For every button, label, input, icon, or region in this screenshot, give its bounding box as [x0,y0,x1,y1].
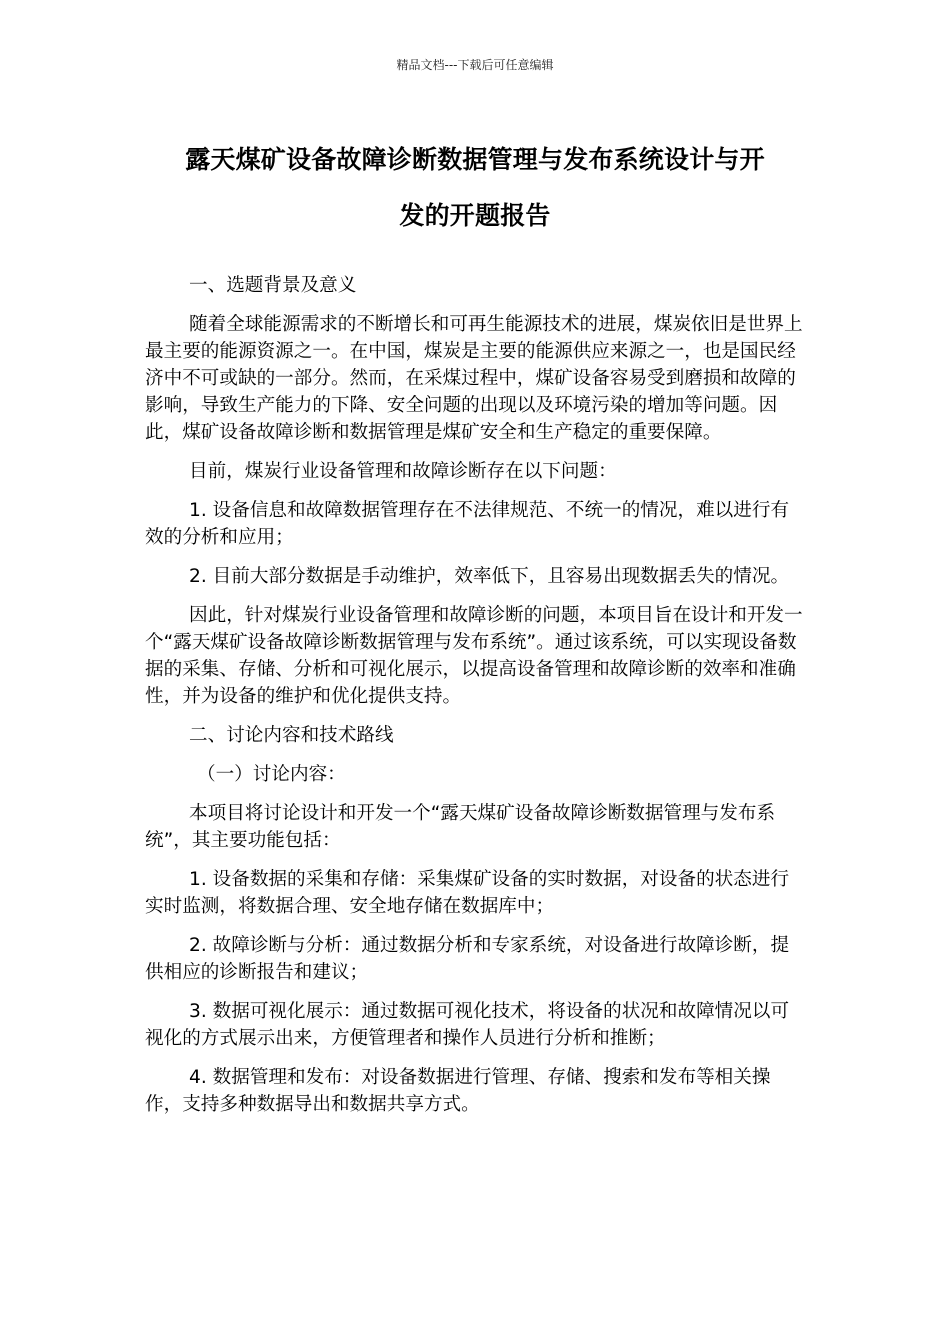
document-title [140,132,810,244]
list-item: 2. 目前大部分数据是手动维护，效率低下，且容易出现数据丢失的情况。 [189,566,790,587]
list-item: 3. 数据可视化展示：通过数据可视化技术，将设备的状况和故障情况以可视化的方式展示出来，方便管理者和操作人员进行分析和推断； [145,1001,790,1049]
list-item: 4. 数据管理和发布：对设备数据进行管理、存储、搜索和发布等相关操作，支持多种数据导出和数据共享方式。 [145,1067,771,1115]
document-body [145,272,805,1130]
title-line-2: 发的开题报告 [399,201,551,230]
list-item: 1. 设备信息和故障数据管理存在不法律规范、不统一的情况，难以进行有效的分析和应用； [145,500,790,548]
paragraph: 随着全球能源需求的不断增长和可再生能源技术的进展，煤炭依旧是世界上最主要的能源资源之一。在中国，煤炭是主要的能源供应来源之一，也是国民经济中不可或缺的一部分。然而，在采煤过程中，煤矿设备容易受到磨损和故障的影响，导致生产能力的下降、安全问题的出现以及环境污染的增加等问题。因此，煤矿设备故障诊断和数据管理是煤矿安全和生产稳定的重要保障。 [145,314,803,443]
list-item: 1. 设备数据的采集和存储：采集煤矿设备的实时数据，对设备的状态进行实时监测，将数据合理、安全地存储在数据库中； [145,869,790,917]
section-2-heading: 二、讨论内容和技术路线 [189,725,394,746]
page-header: 精品文档---下载后可任意编辑 [396,58,554,72]
paragraph: 因此，针对煤炭行业设备管理和故障诊断的问题，本项目旨在设计和开发一个“露天煤矿设备故障诊断数据管理与发布系统”。通过该系统，可以实现设备数据的采集、存储、分析和可视化展示，以提高设备管理和故障诊断的效率和准确性，并为设备的维护和优化提供支持。 [145,605,803,707]
title-line-1: 露天煤矿设备故障诊断数据管理与发布系统设计与开 [185,145,765,174]
paragraph: 目前，煤炭行业设备管理和故障诊断存在以下问题： [189,461,617,482]
list-item: 2. 故障诊断与分析：通过数据分析和专家系统，对设备进行故障诊断，提供相应的诊断报告和建议； [145,935,790,983]
paragraph: 本项目将讨论设计和开发一个“露天煤矿设备故障诊断数据管理与发布系统”，其主要功能包括： [145,803,776,851]
subsection-heading: （一）讨论内容： [197,764,346,785]
section-1-heading: 一、选题背景及意义 [189,275,357,296]
